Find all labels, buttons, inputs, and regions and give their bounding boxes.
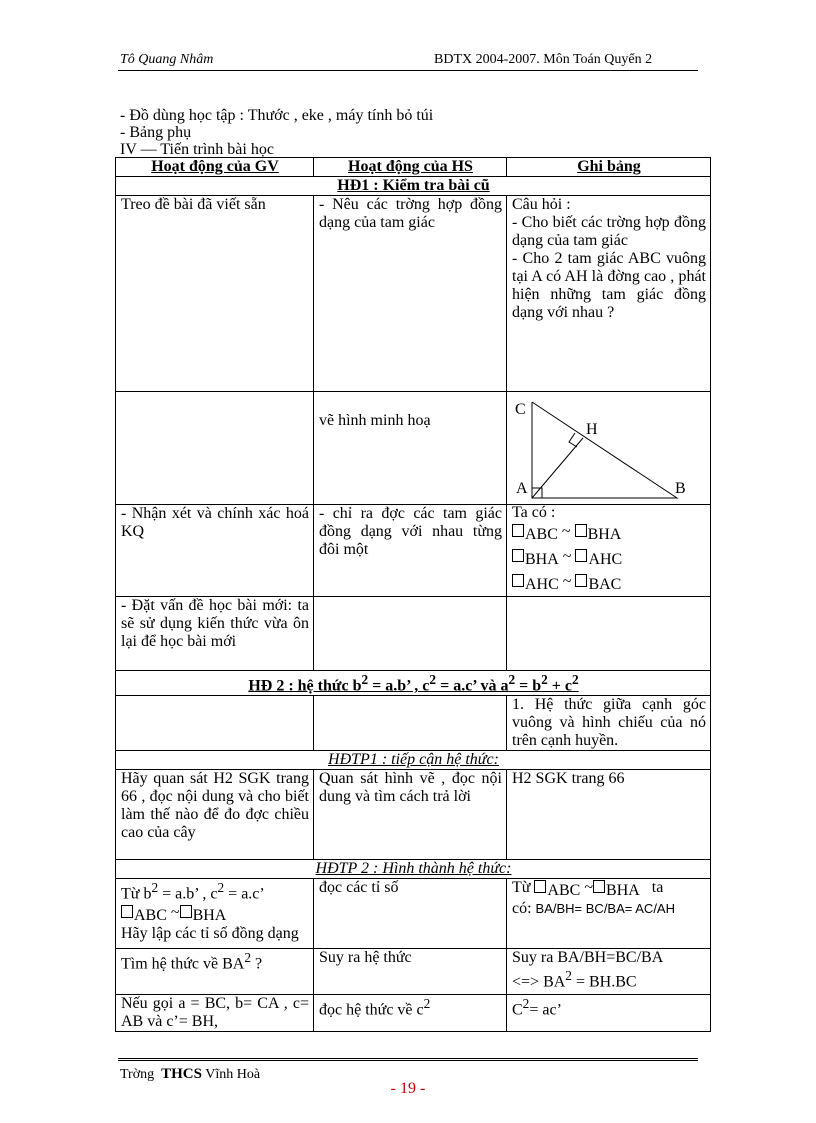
table-row [116, 392, 711, 505]
label-b: B [675, 480, 686, 497]
table-row [116, 949, 711, 995]
triangle-icon [575, 549, 587, 562]
table-row [116, 196, 711, 392]
r8-notes: Suy ra BA/BH=BC/BA <=> $BA^2 = BH.BC$ [507, 949, 711, 995]
triangle-icon [121, 905, 133, 918]
col-header-hs: Hoạt động của HS [314, 158, 507, 177]
table-row [116, 505, 711, 597]
triangle-figure [507, 392, 711, 505]
triangle-icon [575, 524, 587, 537]
r1-gv: Treo đề bài đã viết sẵn [116, 196, 314, 392]
ratio-text: BA/BH= BC/BA= AC/AH [535, 901, 675, 917]
triangle-icon [575, 574, 587, 587]
table-row [116, 879, 711, 949]
triangle-icon [180, 905, 192, 918]
triangle-icon [512, 524, 524, 537]
right-angle-h [569, 433, 577, 447]
col-header-notes: Ghi bảng [507, 158, 711, 177]
r7-notes: Từ ABC ~ BHA ta có: BA/BH= BC/BA= AC/AH [507, 879, 711, 949]
r2-hs: vẽ hình minh hoạ [319, 412, 431, 429]
r3-hs: - chỉ ra đợc các tam giác đồng dạng với nhau từng đôi một [314, 505, 507, 597]
triangle-icon [512, 549, 524, 562]
r3-notes [507, 505, 711, 597]
table-row [116, 597, 711, 671]
similarity-3: AHC ~ BAC [512, 571, 706, 596]
section-hd1: HĐ1 : Kiểm tra bài cũ [116, 177, 711, 196]
r6-gv: Hãy quan sát H2 SGK trang 66 , đọc nội dung và cho biết làm thế nào để đo đợc chiều cao của cây [116, 770, 314, 860]
section-hdtp2: HĐTP 2 : Hình thành hệ thức: [116, 860, 711, 879]
r1-question-label: Câu hỏi : [512, 196, 571, 213]
triangle-icon [593, 880, 605, 893]
intro-board: - Bảng phụ [120, 124, 192, 141]
label-h: H [586, 421, 598, 438]
r8-hs: Suy ra hệ thức [314, 949, 507, 995]
label-a: A [516, 480, 528, 497]
table-row [116, 995, 711, 1032]
table-header-row [116, 158, 711, 177]
r1-question-2: - Cho 2 tam giác ABC vuông tại A có AH là đờng cao , phát hiện những tam giác đồng dạng với nhau ? [512, 250, 706, 321]
page-number: - 19 - [390, 1080, 426, 1097]
r7-gv: Từ $b^2 = a.b$’ , $c^2 = a.c$’ ABC ~ BHA Hãy lập các tỉ số đồng dạng [116, 879, 314, 949]
triangle-abc [532, 402, 677, 498]
col-header-gv: Hoạt động của GV [116, 158, 314, 177]
header-title: BDTX 2004-2007. Môn Toán Quyển 2 [434, 52, 653, 67]
triangle-svg [507, 392, 711, 504]
r9-hs: đọc hệ thức về $c^2$ [314, 995, 507, 1032]
r3-gv: - Nhận xét và chính xác hoá KQ [116, 505, 314, 597]
r1-question-1: - Cho biết các trờng hợp đồng dạng của tam giác [512, 214, 706, 249]
triangle-icon [512, 574, 524, 587]
r4-gv: - Đặt vấn đề học bài mới: ta sẽ sử dụng kiến thức vừa ôn lại để học bài mới [116, 597, 314, 671]
section-hd2-row [116, 671, 711, 696]
intro-progress: IV — Tiến trình bài học [120, 141, 274, 158]
r6-notes: H2 SGK trang 66 [507, 770, 711, 860]
triangle-icon [534, 880, 546, 893]
footer-school: Trờng THCS Vĩnh Hoà [120, 1066, 261, 1082]
altitude-ah [532, 438, 583, 498]
footer-rule [118, 1058, 698, 1061]
r8-gv: Tìm hệ thức về $BA^2$ ? [116, 949, 314, 995]
table-row [116, 770, 711, 860]
r3-head: Ta có : [512, 504, 556, 521]
r1-hs: - Nêu các trờng hợp đồng dạng của tam giác [314, 196, 507, 392]
header-author: Tô Quang Nhâm [120, 52, 214, 67]
table-row [116, 696, 711, 751]
r1-notes [507, 196, 711, 392]
r7-hs: đọc các tỉ số [314, 879, 507, 949]
r6-hs: Quan sát hình vẽ , đọc nội dung và tìm cách trả lời [314, 770, 507, 860]
label-c: C [515, 401, 526, 418]
section-hdtp1: HĐTP1 : tiếp cận hệ thức: [116, 751, 711, 770]
r5-notes: 1. Hệ thức giữa cạnh góc vuông và hình chiếu của nó trên cạnh huyền. [507, 696, 711, 751]
r9-notes: $C^2=$ ac’ [507, 995, 711, 1032]
section-hd2: HĐ 2 : hệ thức $b^2 = a.b$’ , $c^2 = a.c$’ và $a^2 = b^2 + c^2$ [116, 671, 711, 696]
similarity-1: ABC ~ BHA [512, 521, 706, 546]
header-rule [118, 70, 698, 71]
intro-tools: - Đồ dùng học tập : Thước , eke , máy tính bỏ túi [120, 107, 434, 124]
similarity-2: BHA ~ AHC [512, 546, 706, 571]
r9-gv: Nếu gọi a = BC, b= CA , c= AB và c’= BH, [116, 995, 314, 1032]
lesson-table [115, 157, 711, 1032]
